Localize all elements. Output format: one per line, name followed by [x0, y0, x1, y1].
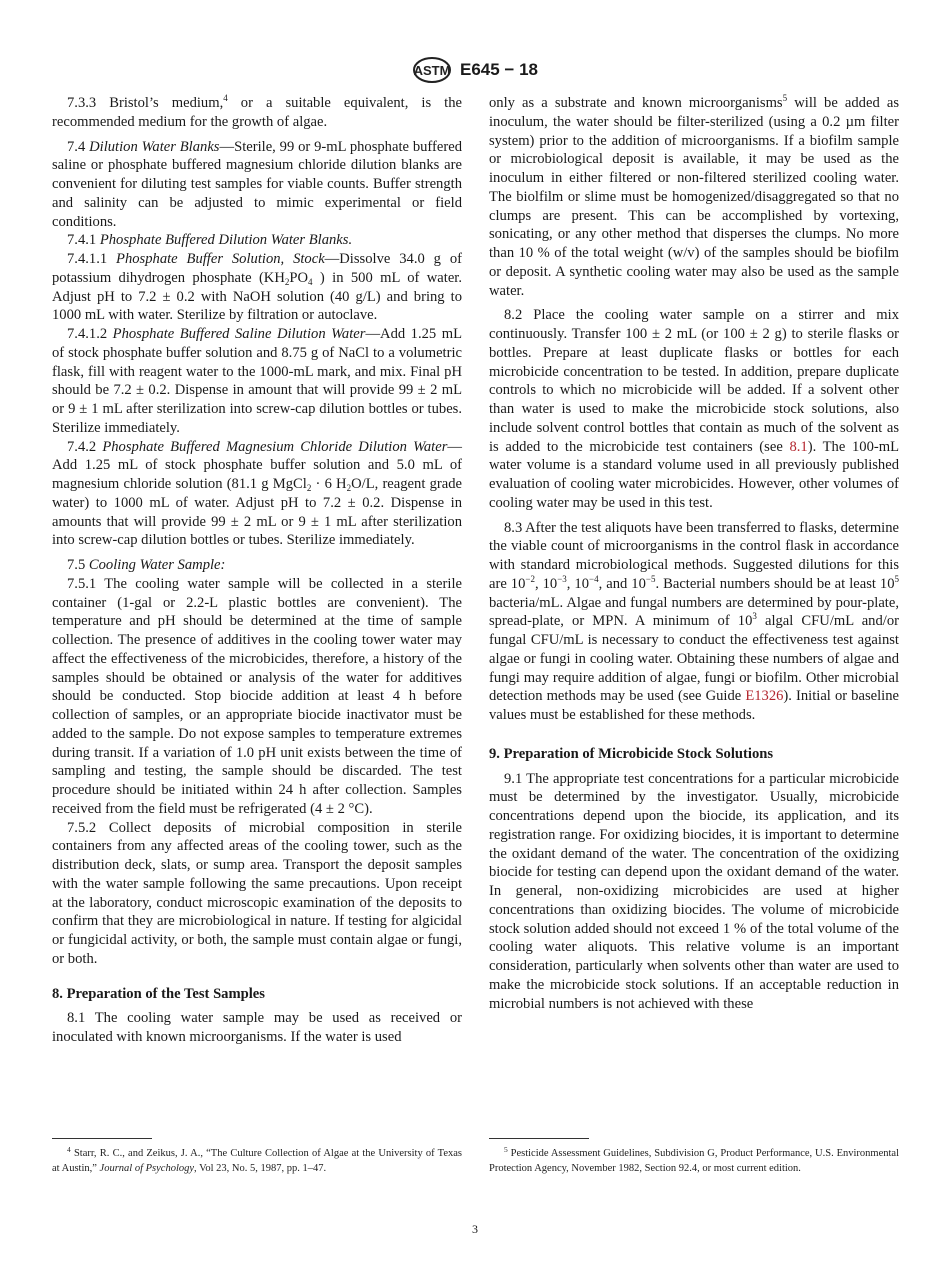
- paragraph-7-4-2: 7.4.2 Phosphate Buffered Magnesium Chloride Dilution Water—Add 1.25 mL of stock phosphate buffer solution and 5.0 mL of magnesium chloride solution (81.1 g MgCl$_2$ · 6 $H_2O/L$, reagent grade water) to 1000 mL of water. Adjust pH to 7.2 ± 0.2. Dispense in amounts that will provide 99 ± 2 mL or 9 ± 1 mL after sterilization into screw-cap dilution bottles or tubes. Sterilize immediately.: [52, 438, 462, 549]
- footnote-4: $^4$ Starr, R. C., and Zeikus, J. A., “The Culture Collection of Algae at the University of Texas at Austin,” Journal of Psychology, Vol 23, No. 5, 1987, pp. 1–47.: [52, 1145, 462, 1174]
- section-heading-9: 9. Preparation of Microbicide Stock Solutions: [489, 745, 774, 762]
- footnote-divider-left: [52, 1138, 152, 1139]
- page-number: 3: [472, 1222, 478, 1236]
- footnote-ref-5[interactable]: 5: [782, 93, 788, 103]
- footnote-ref-4[interactable]: 4: [223, 93, 228, 103]
- paragraph-9-1: 9.1 The appropriate test concentrations for a particular microbicide must be determined by the investigator. Usually, microbicide concentrations depend upon the biocide, its application, and its registration range. For oxidizing biocides, it is important to determine the oxidant demand of the water. The concentration of the oxidizing biocide for testing can depend upon the oxidant demand of the water. In general, non-oxidizing microbicides are used at higher concentrations than oxidizing biocides. The volume of microbicide stock solution added should not exceed 1 % of the total volume of the cooling water aliquots. This relative volume is an important consideration, particularly when solvents other than water are used to make the microbicide stock solutions. If an acceptable reduction in microbial numbers is not achieved with these: [489, 770, 900, 1012]
- astm-logo-icon: [412, 56, 452, 84]
- paragraph-7-4-1-2: 7.4.1.2 Phosphate Buffered Saline Dilution Water—Add 1.25 mL of stock phosphate buffer solution and 8.75 g of NaCl to a volumetric flask, fill with reagent water to the 1000-mL mark, and mix. Final pH should be 7.2 ± 0.2. Dispense in amount that will provide 99 ± 2 mL or 9 ± 1 mL after sterilization into screw-cap dilution bottles or tubes. Sterilize immediately.: [52, 326, 462, 436]
- link-section-8-1[interactable]: 8.1: [789, 438, 808, 455]
- paragraph-7-3-3: 7.3.3 Bristol’s medium,$^4$ or a suitable equivalent, is the recommended medium for the growth of algae.: [52, 93, 463, 130]
- paragraph-8-3: 8.3 After the test aliquots have been transferred to flasks, determine the viable count of microorganisms in the control flask in accordance with standard microbiological methods. Suggested dilutions for this are $10^{-2}$, $10^{-3}$, $10^{-4}$, and $10^{-5}$. Bacterial numbers should be at least $10^5$ bacteria/mL. Algae and fungal numbers are determined by pour-plate, spread-plate, or MPN. A minimum of $10^3$ algal CFU/mL and/or fungal CFU/mL is necessary to conduct the effectiveness test against algae or fungi in cooling water. Obtaining these numbers of algae and fungi may require addition of algae, fungi or biofilm. Other microbial detection methods may be used (see Guide E1326). Initial or baseline values must be established for these methods.: [489, 519, 900, 723]
- paragraph-7-4-1: 7.4.1 Phosphate Buffered Dilution Water Blanks.: [67, 232, 353, 249]
- paragraph-7-5-2: 7.5.2 Collect deposits of microbial composition in sterile containers from any affected areas of the cooling tower, such as the distribution deck, slats, or sump area. Transport the deposit samples with the water sample following the same precautions. Upon receipt at the laboratory, conduct microscopic examination of the deposits to confirm that they are microbiological in nature. If testing for algicidal or fungicidal activity, or both, the sample must contain algae or fungi, or both.: [52, 819, 462, 967]
- paragraph-8-2: 8.2 Place the cooling water sample on a stirrer and mix continuously. Transfer 100 ± 2 mL (or 100 ± 2 g) to sterile flasks or bottles. Prepare at least duplicate flasks or bottles for each microbicide concentration to be tested. In addition, prepare duplicate controls to which no microbicide will be added. If a solvent other than water is used to make the microbicide stock solutions, also include solvent control bottles that contain as much of the solvent as is added to the microbicide test containers (see 8.1). The 100-mL water volume is a standard volume used in all previously published evaluation of cooling water microbicides. However, other volumes of cooling water may be used in this test.: [489, 307, 899, 511]
- paragraph-7-4-1-1: 7.4.1.1 Phosphate Buffer Solution, Stock—Dissolve 34.0 g of potassium dihydrogen phosphate ($KH_2PO_4$ ) in 500 mL of water. Adjust pH to 7.2 ± 0.2 with NaOH solution (40 g/L) and bring to 1000 mL with water. Sterilize by filtration or autoclave.: [52, 251, 463, 324]
- paragraph-8-1: 8.1 The cooling water sample may be used as received or inoculated with known microorganisms. If the water is used: [52, 1010, 462, 1045]
- standard-designation: E645 − 18: [460, 60, 538, 79]
- link-guide-e1326[interactable]: E1326: [745, 688, 784, 705]
- footnote-5: $^5$ Pesticide Assessment Guidelines, Subdivision G, Product Performance, U.S. Environmental Protection Agency, November 1982, Section 92.4, or most current edition.: [489, 1145, 899, 1174]
- paragraph-7-5: 7.5 Cooling Water Sample:: [67, 557, 226, 573]
- right-column: [489, 94, 899, 1013]
- section-heading-8: 8. Preparation of the Test Samples: [52, 985, 265, 1002]
- paragraph-7-5-1: 7.5.1 The cooling water sample will be collected in a sterile container (1-gal or 2.2-L plastic bottles are convenient). The temperature and pH should be determined at the time of sample collection. The presence of additives in the cooling tower water may affect the effectiveness of the microbicides, therefore, a history of the samples should be obtained or analysis of the water for additives should be conducted. Stop biocide addition at least 4 h before collection of samples, or an appropriate biocide inactivator must be added to the sample. Do not expose samples to temperature extremes during transit. If a variation of 1.0 pH unit exists between the time of sampling and testing, the sample should be discarded. The test procedure should be initiated within 24 h after collection. Samples received from the field must be refrigerated (4 ± 2 °C).: [52, 575, 462, 817]
- left-column: [52, 94, 462, 1047]
- paragraph-7-4: 7.4 Dilution Water Blanks—Sterile, 99 or 9-mL phosphate buffered saline or phosphate buffered magnesium chloride dilution blanks are convenient for diluting test samples for viable counts. Buffer strength and salinity can be adjusted to mimic experimental or field conditions.: [52, 138, 462, 230]
- svg-text:ASTM: ASTM: [413, 63, 451, 78]
- page-header: [0, 56, 950, 86]
- paragraph-8-1-continued: only as a substrate and known microorganisms$^5$ will be added as inoculum, the water should be filter-sterilized (using a 0.2 µm filter system) prior to the addition of microorganisms. If a biofilm sample or microbiological deposit is available, it may be used as the inoculum in either filtered or non-filtered sterilized cooling water. The biolfilm or slime must be homogenized/disaggregated so that no clumps are present. This can be accomplished by vortexing, sonicating, or any other method that disperses the clumps. No more than 10 % of the total weight (w/v) of the samples should be biofilm or deposit. A synthetic cooling water may also be used as the sample water.: [489, 93, 899, 299]
- footnote-divider-right: [489, 1138, 589, 1139]
